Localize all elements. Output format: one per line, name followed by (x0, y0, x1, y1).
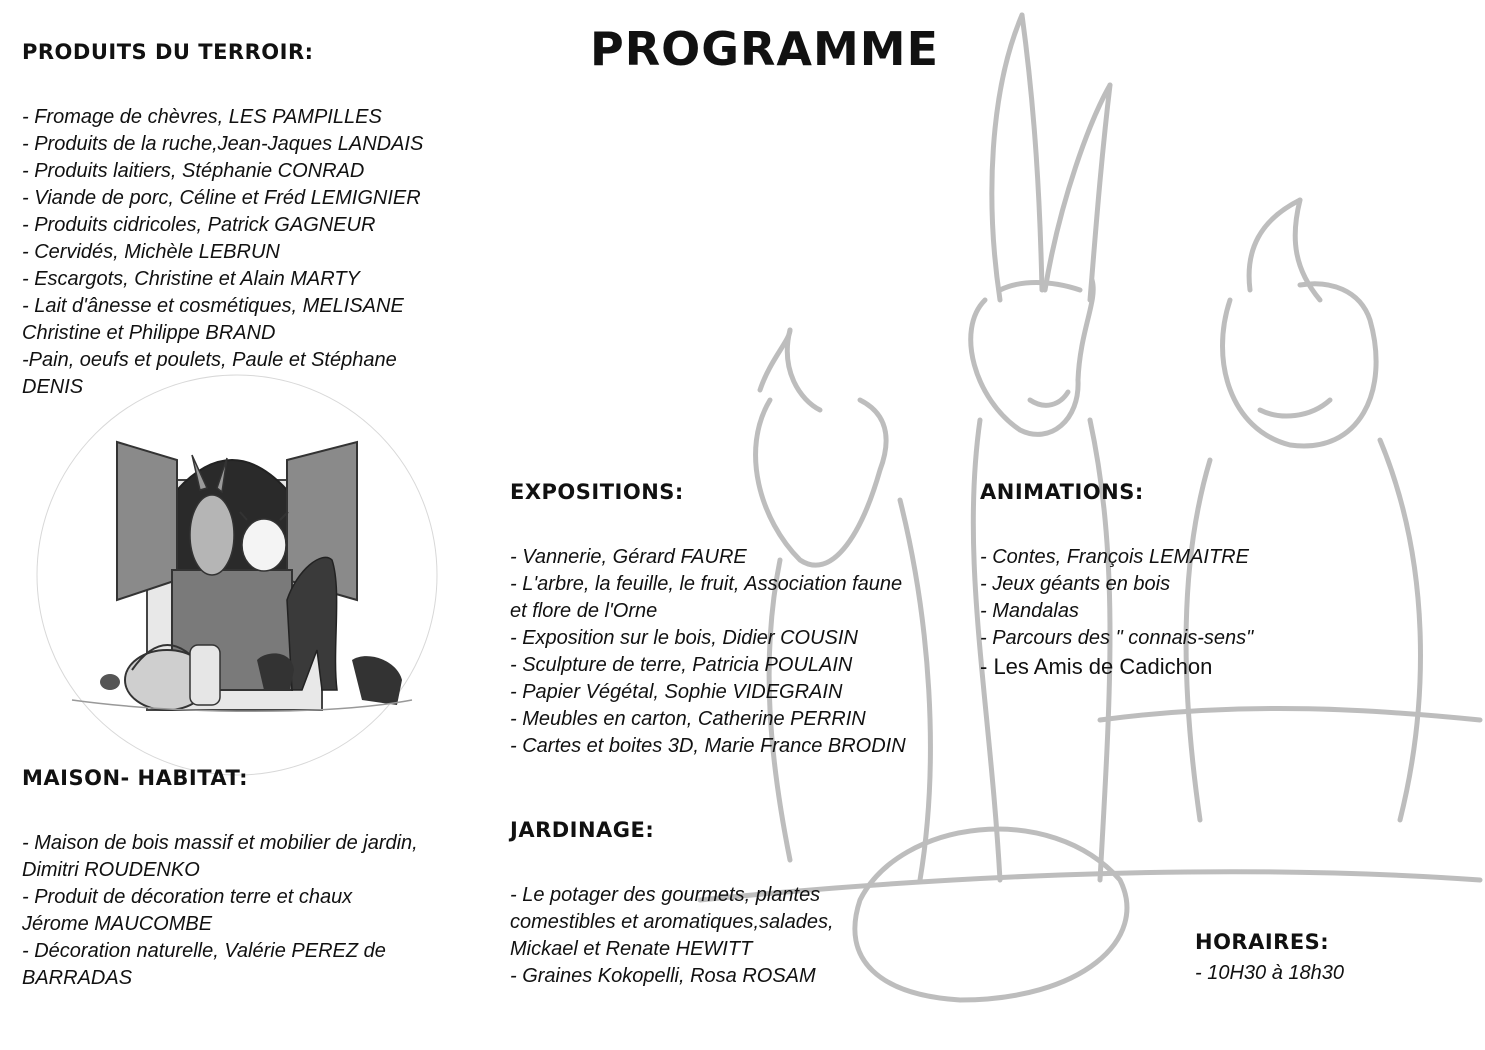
list-item: - Contes, François LEMAITRE (980, 546, 1249, 568)
list-item: - Les Amis de Cadichon (980, 654, 1213, 679)
list-item: - Mandalas (980, 600, 1079, 622)
section-heading: MAISON- HABITAT: (22, 766, 249, 790)
section-horaires (1195, 930, 1455, 987)
horaires-list (1195, 960, 1455, 987)
page-title: PROGRAMME (590, 22, 939, 76)
expositions-list (510, 544, 970, 760)
list-item: - Produits cidricoles, Patrick GAGNEUR (22, 214, 376, 236)
list-item: - Lait d'ânesse et cosmétiques, MELISANE (22, 295, 404, 317)
section-produits-du-terroir (22, 40, 492, 401)
list-item: - Cervidés, Michèle LEBRUN (22, 241, 280, 263)
list-item: - Graines Kokopelli, Rosa ROSAM (510, 965, 816, 987)
section-maison-habitat (22, 766, 492, 992)
produits-list (22, 104, 492, 401)
list-item: - Le potager des gourmets, plantes (510, 884, 821, 906)
maison-list (22, 830, 492, 992)
list-item: - L'arbre, la feuille, le fruit, Association faune (510, 573, 903, 595)
list-item: Christine et Philippe BRAND (22, 322, 276, 344)
list-item: - Exposition sur le bois, Didier COUSIN (510, 627, 858, 649)
list-item: - Cartes et boites 3D, Marie France BRODIN (510, 735, 906, 757)
section-animations (980, 480, 1400, 682)
list-item: Jérome MAUCOMBE (22, 913, 213, 935)
list-item: - Décoration naturelle, Valérie PEREZ de (22, 940, 386, 962)
list-item: - Meubles en carton, Catherine PERRIN (510, 708, 866, 730)
list-item: - Fromage de chèvres, LES PAMPILLES (22, 106, 382, 128)
list-item: - Parcours des " connais-sens" (980, 627, 1254, 649)
list-item: comestibles et aromatiques,salades, (510, 911, 834, 933)
section-expositions (510, 480, 970, 760)
list-item: - Maison de bois massif et mobilier de jardin, (22, 832, 418, 854)
list-item: - Produits de la ruche,Jean-Jaques LANDAIS (22, 133, 424, 155)
list-item: - Jeux géants en bois (980, 573, 1171, 595)
list-item: Mickael et Renate HEWITT (510, 938, 753, 960)
section-jardinage (510, 818, 950, 990)
list-item: DENIS (22, 376, 84, 398)
section-heading: ANIMATIONS: (980, 480, 1144, 504)
list-item: - 10H30 à 18h30 (1195, 962, 1345, 984)
list-item: Dimitri ROUDENKO (22, 859, 200, 881)
list-item: -Pain, oeufs et poulets, Paule et Stéphane (22, 349, 397, 371)
section-heading: EXPOSITIONS: (510, 480, 684, 504)
list-item: - Vannerie, Gérard FAURE (510, 546, 747, 568)
list-item: - Viande de porc, Céline et Fréd LEMIGNIER (22, 187, 421, 209)
jardinage-list (510, 882, 950, 990)
list-item: - Sculpture de terre, Patricia POULAIN (510, 654, 853, 676)
list-item: - Escargots, Christine et Alain MARTY (22, 268, 360, 290)
farmyard-vignette-illustration (32, 370, 442, 780)
section-heading: PRODUITS DU TERROIR: (22, 40, 314, 64)
section-heading: JARDINAGE: (510, 818, 655, 842)
list-item: - Papier Végétal, Sophie VIDEGRAIN (510, 681, 843, 703)
animations-list (980, 544, 1400, 682)
list-item: - Produit de décoration terre et chaux (22, 886, 353, 908)
list-item: - Produits laitiers, Stéphanie CONRAD (22, 160, 365, 182)
section-heading: HORAIRES: (1195, 930, 1330, 954)
list-item: et flore de l'Orne (510, 600, 658, 622)
list-item: BARRADAS (22, 967, 133, 989)
